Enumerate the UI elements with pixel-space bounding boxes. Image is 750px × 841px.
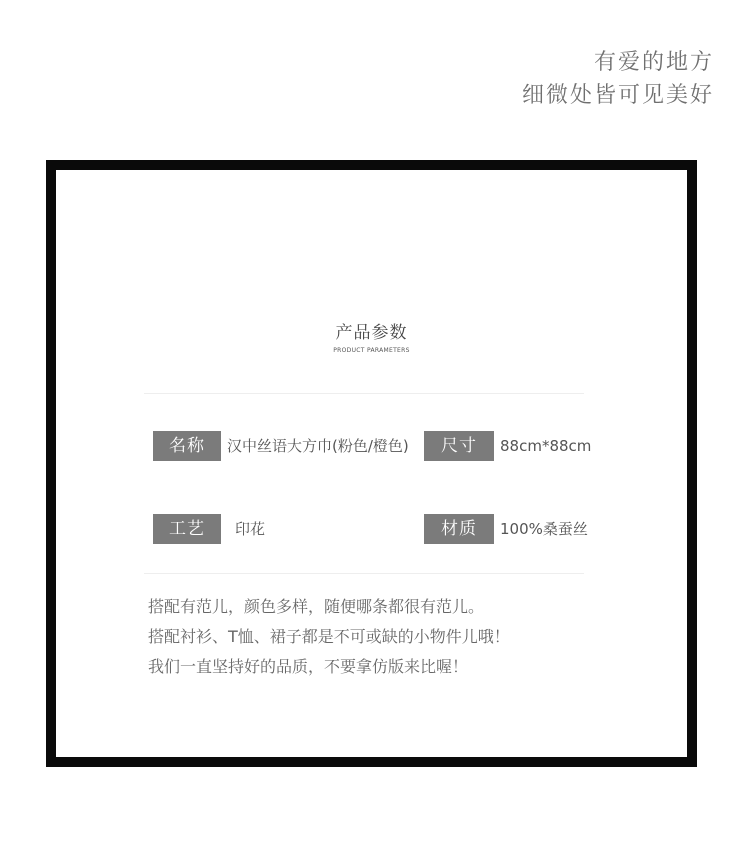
section-subtitle: PRODUCT PARAMETERS (333, 347, 410, 354)
param-label-name: 名称 (153, 431, 221, 461)
param-label-size: 尺寸 (424, 431, 494, 461)
product-parameters-frame (46, 160, 697, 767)
divider-top (144, 393, 584, 394)
divider-bottom (144, 573, 584, 574)
section-title: 产品参数 (335, 323, 408, 343)
product-description (148, 592, 510, 682)
description-line-2: 搭配衬衫、T恤、裙子都是不可或缺的小物件儿哦！ (148, 627, 510, 646)
param-label-craft: 工艺 (153, 514, 221, 544)
param-value-craft: 印花 (235, 520, 266, 538)
param-value-name: 汉中丝语大方巾(粉色/橙色) (227, 437, 409, 455)
param-label-material: 材质 (424, 514, 494, 544)
description-line-1: 搭配有范儿，颜色多样，随便哪条都很有范儿。 (148, 597, 485, 616)
description-line-3: 我们一直坚持好的品质，不要拿仿版来比喔！ (148, 657, 469, 676)
slogan-line-2: 细微处皆可见美好 (521, 83, 714, 108)
param-value-size: 88cm*88cm (500, 437, 592, 455)
slogan (522, 46, 714, 112)
slogan-line-1: 有爱的地方 (593, 50, 714, 75)
section-heading (56, 322, 687, 355)
param-value-material: 100%桑蚕丝 (500, 520, 588, 538)
